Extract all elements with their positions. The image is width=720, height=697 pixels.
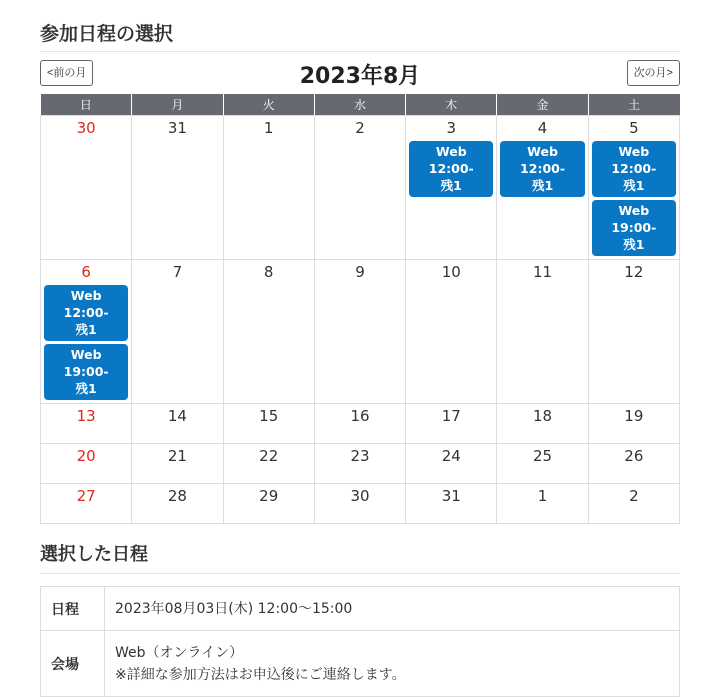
day-cell <box>41 116 132 260</box>
event-remaining: 残1 <box>623 178 645 193</box>
day-cell <box>223 404 314 444</box>
day-number: 10 <box>441 263 461 281</box>
day-number: 3 <box>446 119 457 137</box>
day-number: 11 <box>533 263 553 281</box>
event-slot-button[interactable] <box>592 200 676 256</box>
event-remaining: 残1 <box>440 178 462 193</box>
event-time: 12:00- <box>63 305 109 320</box>
weekday-header-row <box>41 94 680 116</box>
day-cell <box>314 404 405 444</box>
venue-cell <box>105 631 680 697</box>
day-number: 28 <box>167 487 187 505</box>
weekday-mon: 月 <box>132 94 223 116</box>
day-cell <box>588 444 679 484</box>
section-title: 参加日程の選択 <box>40 0 680 52</box>
day-cell <box>497 116 588 260</box>
day-cell <box>132 260 223 404</box>
day-cell <box>497 404 588 444</box>
event-slot-button[interactable] <box>592 141 676 197</box>
schedule-panel <box>40 0 680 697</box>
day-cell <box>497 260 588 404</box>
day-cell <box>406 444 497 484</box>
weekday-thu: 木 <box>406 94 497 116</box>
day-number: 4 <box>537 119 548 137</box>
day-number: 31 <box>167 119 187 137</box>
event-venue: Web <box>70 347 102 362</box>
day-cell <box>223 116 314 260</box>
venue-value: Web（オンライン） <box>115 644 244 661</box>
event-venue: Web <box>435 144 467 159</box>
weekday-sun: 日 <box>41 94 132 116</box>
day-number: 12 <box>624 263 644 281</box>
week-row <box>41 404 680 444</box>
week-row <box>41 444 680 484</box>
event-venue: Web <box>527 144 558 159</box>
day-cell <box>41 444 132 484</box>
event-remaining: 残1 <box>623 237 645 252</box>
week-row <box>41 484 680 524</box>
weekday-fri: 金 <box>497 94 588 116</box>
next-month-button[interactable]: 次の月> <box>627 60 680 86</box>
day-number: 18 <box>533 407 553 425</box>
calendar-header <box>40 52 680 94</box>
day-cell <box>406 484 497 524</box>
prev-month-button[interactable]: <前の月 <box>40 60 93 86</box>
day-cell <box>314 444 405 484</box>
venue-note: ※詳細な参加方法はお申込後にご連絡します。 <box>115 666 406 683</box>
month-title: 2023年8月 <box>299 64 421 89</box>
day-cell <box>406 260 497 404</box>
event-slot-button[interactable] <box>44 285 128 341</box>
event-slot-button[interactable] <box>44 344 128 400</box>
day-cell <box>132 116 223 260</box>
day-cell <box>588 116 679 260</box>
day-cell <box>588 260 679 404</box>
week-row <box>41 116 680 260</box>
day-number: 8 <box>263 263 274 281</box>
day-number: 7 <box>172 263 183 281</box>
selected-schedule-title: 選択した日程 <box>40 524 680 574</box>
day-number: 5 <box>629 119 639 137</box>
event-time: 12:00- <box>611 161 657 176</box>
day-number: 2 <box>629 487 639 505</box>
day-cell <box>41 260 132 404</box>
venue-label: 会場 <box>41 631 105 697</box>
event-remaining: 残1 <box>75 381 97 396</box>
event-remaining: 残1 <box>531 178 554 193</box>
day-number: 14 <box>167 407 187 425</box>
day-cell <box>497 484 588 524</box>
weekday-tue: 火 <box>223 94 314 116</box>
info-row-date <box>41 587 680 631</box>
day-number: 30 <box>350 487 370 505</box>
day-cell <box>41 404 132 444</box>
day-number: 29 <box>259 487 279 505</box>
day-number: 20 <box>76 447 96 465</box>
day-cell <box>132 404 223 444</box>
day-number: 27 <box>76 487 96 505</box>
day-number: 25 <box>533 447 553 465</box>
day-number: 15 <box>259 407 279 425</box>
event-time: 12:00- <box>520 161 566 176</box>
day-number: 24 <box>441 447 461 465</box>
day-number: 13 <box>76 407 96 425</box>
event-venue: Web <box>70 288 102 303</box>
day-cell <box>588 404 679 444</box>
day-cell <box>314 260 405 404</box>
weekday-sat: 土 <box>588 94 679 116</box>
day-cell <box>314 116 405 260</box>
day-cell <box>223 444 314 484</box>
selected-schedule-table <box>40 586 680 697</box>
event-time: 12:00- <box>428 161 474 176</box>
day-cell <box>223 260 314 404</box>
day-number: 23 <box>350 447 370 465</box>
event-venue: Web <box>618 144 650 159</box>
week-row <box>41 260 680 404</box>
day-number: 17 <box>441 407 461 425</box>
event-slot-button[interactable] <box>409 141 493 197</box>
day-cell <box>406 404 497 444</box>
day-cell <box>223 484 314 524</box>
day-number: 22 <box>259 447 279 465</box>
day-cell <box>132 484 223 524</box>
day-cell <box>314 484 405 524</box>
day-number: 21 <box>167 447 187 465</box>
event-time: 19:00- <box>611 220 657 235</box>
event-venue: Web <box>618 203 650 218</box>
info-row-venue <box>41 631 680 697</box>
event-remaining: 残1 <box>75 322 97 337</box>
date-value: 2023年08月03日(木) 12:00〜15:00 <box>105 587 680 631</box>
day-number: 30 <box>76 119 96 137</box>
date-label: 日程 <box>41 587 105 631</box>
event-time: 19:00- <box>63 364 109 379</box>
day-cell <box>497 444 588 484</box>
day-cell <box>132 444 223 484</box>
event-slot-button[interactable] <box>500 141 584 197</box>
day-number: 19 <box>624 407 644 425</box>
day-number: 9 <box>355 263 365 281</box>
day-number: 2 <box>355 119 365 137</box>
day-number: 31 <box>441 487 461 505</box>
weekday-wed: 水 <box>314 94 405 116</box>
day-cell <box>41 484 132 524</box>
day-cell <box>406 116 497 260</box>
day-number: 1 <box>537 487 548 505</box>
day-number: 1 <box>263 119 274 137</box>
day-number: 26 <box>624 447 644 465</box>
day-cell <box>588 484 679 524</box>
day-number: 6 <box>81 263 91 281</box>
calendar-grid <box>40 94 680 524</box>
day-number: 16 <box>350 407 370 425</box>
